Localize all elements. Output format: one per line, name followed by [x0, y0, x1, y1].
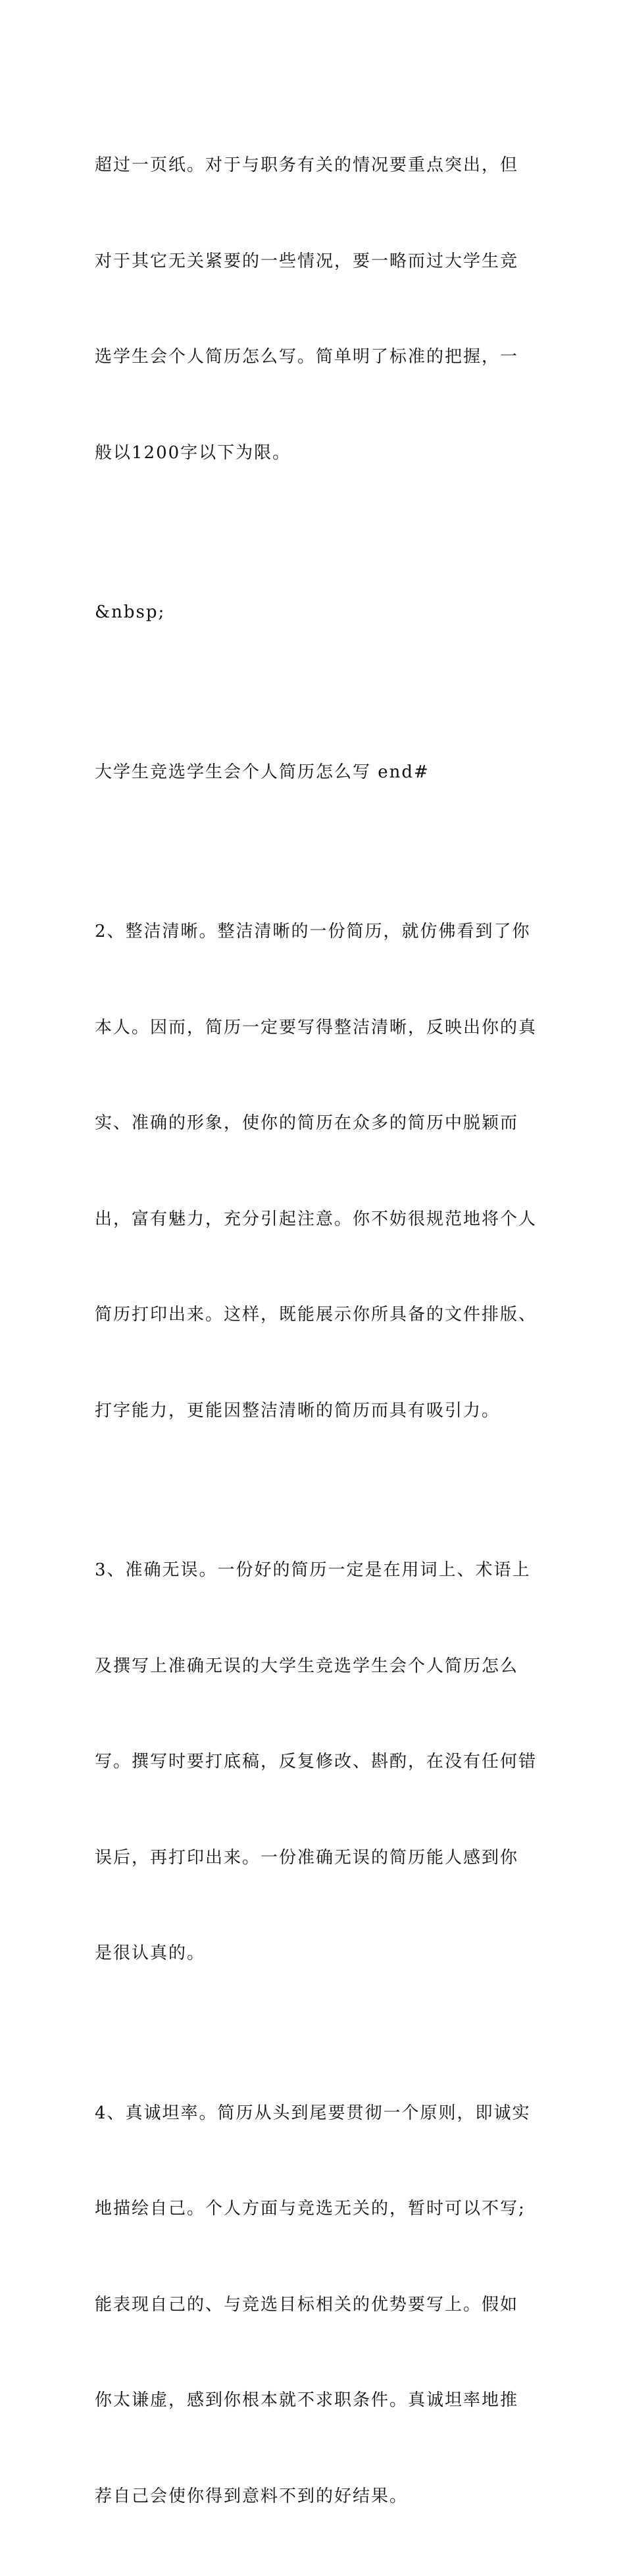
text-line: 般以1200字以下为限。 — [95, 437, 534, 469]
text-line: 能表现自己的、与竞选目标相关的优势要写上。假如 — [95, 2289, 534, 2321]
text-line: 地描绘自己。个人方面与竞选无关的，暂时可以不写; — [95, 2193, 534, 2225]
text-line: 对于其它无关紧要的一些情况，要一略而过大学生竞 — [95, 246, 534, 278]
text-line: 3、准确无误。一份好的简历一定是在用词上、术语上 — [95, 1554, 534, 1587]
document-body — [95, 86, 534, 2576]
text-line: 本人。因而，简历一定要写得整洁清晰，反映出你的真 — [95, 1012, 534, 1044]
text-line: 简历打印出来。这样，既能展示你所具备的文件排版、 — [95, 1299, 534, 1331]
paragraph-point-3 — [95, 1490, 534, 2034]
text-line: 误后，再打印出来。一份准确无误的简历能人感到你 — [95, 1842, 534, 1874]
paragraph-point-2 — [95, 852, 534, 1490]
text-line: 及撰写上准确无误的大学生竞选学生会个人简历怎么 — [95, 1650, 534, 1683]
text-line: &nbsp; — [95, 596, 534, 629]
text-line: 2、整洁清晰。整洁清晰的一份简历，就仿佛看到了你 — [95, 916, 534, 948]
text-line: 荐自己会使你得到意料不到的好结果。 — [95, 2481, 534, 2513]
text-line: 大学生竞选学生会个人简历怎么写 end# — [95, 756, 534, 789]
text-line: 选学生会个人简历怎么写。简单明了标准的把握，一 — [95, 341, 534, 373]
text-line: 写。撰写时要打底稿，反复修改、斟酌，在没有任何错 — [95, 1746, 534, 1778]
paragraph-point-4 — [95, 2034, 534, 2576]
text-line: 出，富有魅力，充分引起注意。你不妨很规范地将个人 — [95, 1203, 534, 1236]
text-line: 打字能力，更能因整洁清晰的简历而具有吸引力。 — [95, 1395, 534, 1427]
text-line: 是很认真的。 — [95, 1937, 534, 1970]
text-line: 4、真诚坦率。简历从头到尾要贯彻一个原则，即诚实 — [95, 2097, 534, 2130]
paragraph-end-marker — [95, 693, 534, 853]
paragraph-nbsp-artifact — [95, 533, 534, 693]
text-line: 超过一页纸。对于与职务有关的情况要重点突出，但 — [95, 149, 534, 182]
text-line: 你太谦虚，感到你根本就不求职条件。真诚坦率地推 — [95, 2384, 534, 2417]
document-page — [0, 0, 625, 885]
paragraph-continuation — [95, 86, 534, 533]
text-line: 实、准确的形象，使你的简历在众多的简历中脱颖而 — [95, 1107, 534, 1140]
